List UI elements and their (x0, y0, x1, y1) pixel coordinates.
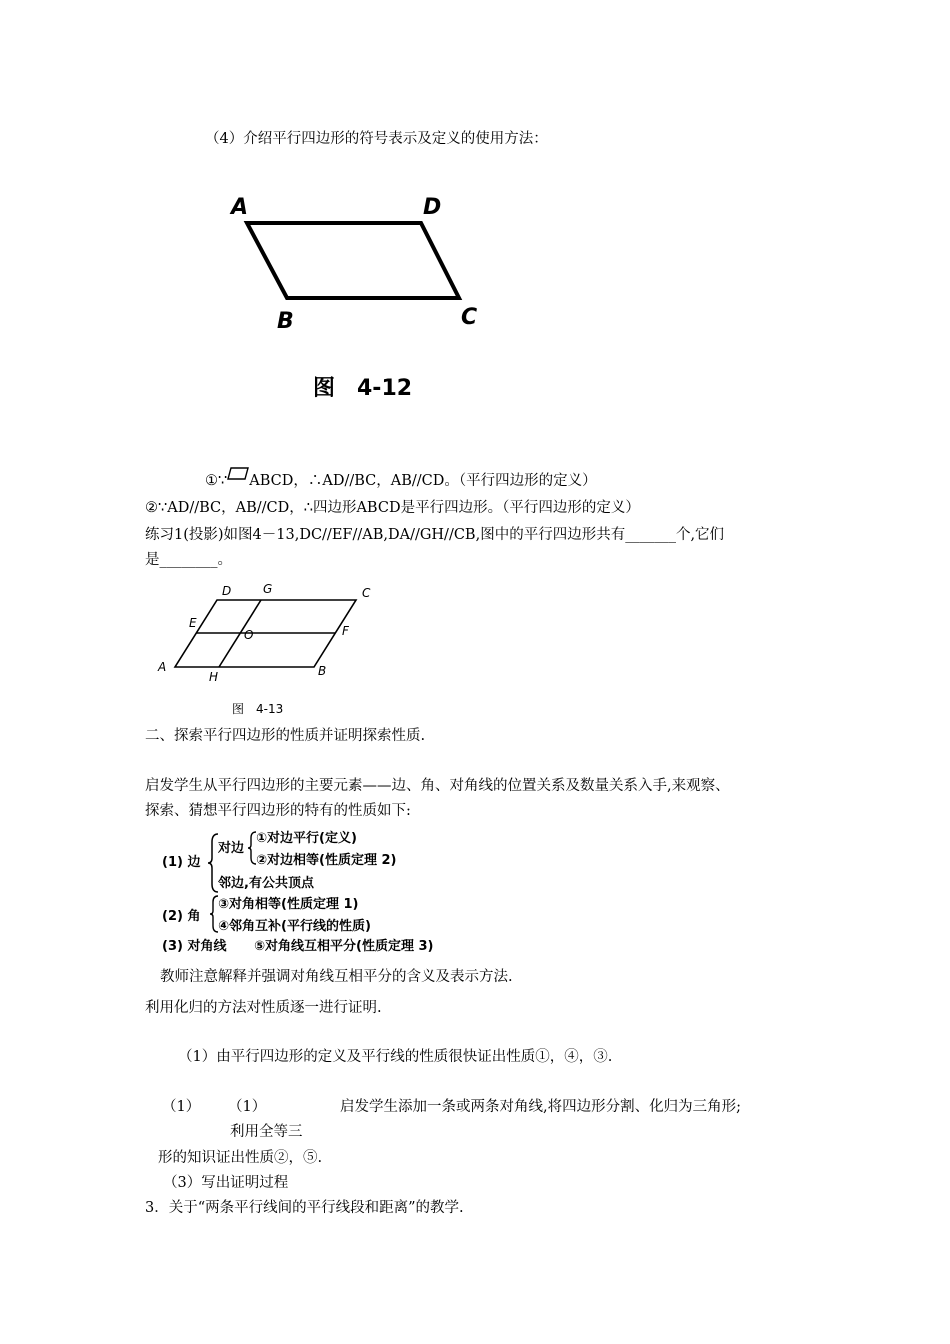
vertex-label-c: C (461, 305, 478, 330)
fig413-label-o: O (244, 628, 254, 642)
line1-text: ABCD，∴AD//BC，AB//CD。（平行四边形的定义） (249, 473, 597, 489)
figure-4-12 (225, 190, 495, 410)
exercise-1-line-2: 是________。 (145, 552, 232, 568)
adjacent-sides-label: 邻边,有公共顶点 (218, 876, 314, 891)
vertex-label-b: B (277, 309, 294, 334)
fig413-label-h: H (209, 670, 219, 684)
parallelogram-abcd (247, 223, 459, 298)
step4-intro: （4）介绍平行四边形的符号表示及定义的使用方法： (205, 131, 548, 147)
fig413-label-d: D (222, 584, 232, 598)
proof-step-2-continued: 利用全等三 (230, 1124, 303, 1140)
vertex-label-a: A (231, 195, 249, 220)
proof-step-2-end: 形的知识证出性质②，⑤. (158, 1150, 323, 1166)
guide-line-1: 启发学生从平行四边形的主要元素——边、角、对角线的位置关系及数量关系入手,来观察、 (145, 778, 730, 794)
diagonals-label: (3) 对角线 (162, 939, 227, 954)
proof-step-2-subnumber: （1） (228, 1099, 267, 1115)
property-2: ②对边相等(性质定理 2) (256, 853, 397, 868)
symbol-usage-line-2: ②∵AD//BC，AB//CD，∴四边形ABCD是平行四边形。（平行四边形的定义） (145, 500, 640, 516)
proof-step-3: （3）写出证明过程 (163, 1175, 289, 1191)
sides-label: (1) 边 (162, 855, 201, 870)
property-3: ③对角相等(性质定理 1) (218, 897, 359, 912)
figure-caption-4-12: 图 4-12 (313, 376, 413, 401)
fig413-label-b: B (318, 664, 327, 678)
figure-4-13 (150, 578, 390, 718)
guide-line-2: 探索、猜想平行四边形的特有的性质如下: (145, 803, 411, 819)
opposite-sides-label: 对边 (218, 841, 245, 856)
fig413-label-a: A (158, 660, 167, 674)
teacher-note: 教师注意解释并强调对角线互相平分的含义及表示方法. (160, 969, 513, 985)
parallelogram-symbol-icon (227, 466, 249, 480)
property-4: ④邻角互补(平行线的性质) (218, 919, 371, 934)
proof-step-2-number: （1） (162, 1099, 201, 1115)
symbol-usage-line-1 (205, 466, 597, 492)
because-prefix: ①∵ (205, 473, 228, 489)
proof-step-1: （1）由平行四边形的定义及平行线的性质很快证出性质①，④，③. (178, 1049, 613, 1065)
figure-caption-4-13: 图 4-13 (232, 702, 284, 716)
proof-step-2-text: 启发学生添加一条或两条对角线,将四边形分割、化归为三角形; (340, 1099, 741, 1115)
angles-label: (2) 角 (162, 909, 201, 924)
properties-diagram (158, 826, 498, 961)
section-2-title: 二、探索平行四边形的性质并证明探索性质. (145, 728, 426, 744)
fig413-label-g: G (263, 582, 273, 596)
reduction-note: 利用化归的方法对性质逐一进行证明. (145, 1000, 382, 1016)
fig413-label-c: C (362, 586, 371, 600)
exercise-1-line-1: 练习1(投影)如图4－13,DC//EF//AB,DA//GH//CB,图中的平行四边形共有_______个,它们 (145, 527, 725, 543)
property-1: ①对边平行(定义) (256, 831, 357, 846)
property-5: ⑤对角线互相平分(性质定理 3) (254, 939, 434, 954)
teaching-item-3: 3．关于“两条平行线间的平行线段和距离”的教学. (145, 1200, 464, 1216)
fig413-label-e: E (189, 616, 197, 630)
vertex-label-d: D (423, 195, 442, 220)
fig413-label-f: F (342, 624, 349, 638)
